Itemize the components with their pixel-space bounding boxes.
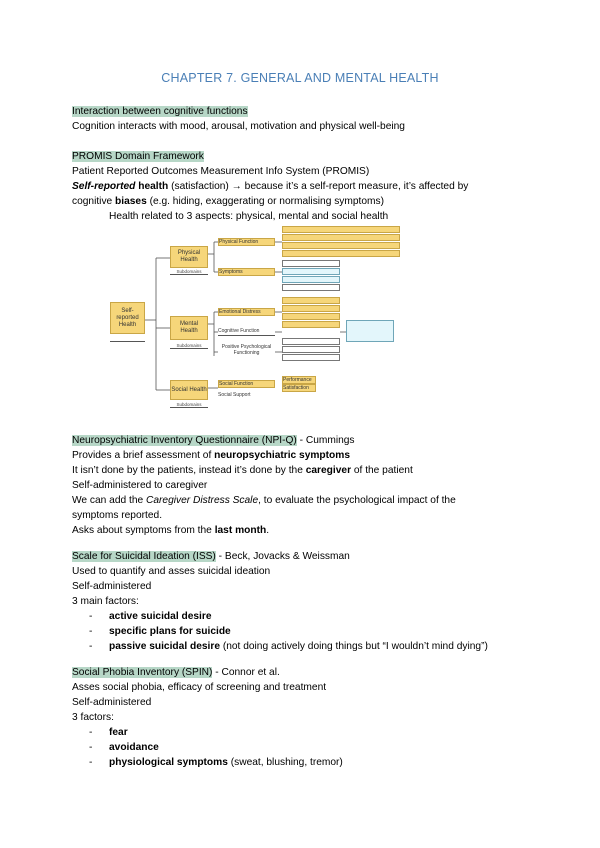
list-item: - specific plans for suicide xyxy=(72,624,542,639)
item-bar xyxy=(282,250,400,257)
author: - Connor et al. xyxy=(212,667,280,678)
item-bar xyxy=(282,313,340,320)
section-spin xyxy=(72,665,542,770)
item-group xyxy=(346,320,394,342)
paragraph: symptoms reported. xyxy=(72,510,163,521)
mental-health-node: Mental Health xyxy=(170,316,208,340)
physical-subdomains: Subdomains xyxy=(170,269,208,275)
paragraph: Patient Reported Outcomes Measurement Info System (PROMIS) xyxy=(72,166,370,177)
emotional-distress-box: Emotional Distress xyxy=(218,308,275,316)
section-npi-q xyxy=(72,433,542,538)
paragraph: Provides a brief assessment of neuropsychiatric symptoms xyxy=(72,450,350,461)
root-subdomains xyxy=(110,336,145,342)
paragraph: 3 main factors: xyxy=(72,596,139,607)
paragraph: Asses social phobia, efficacy of screening and treatment xyxy=(72,682,327,693)
item-bar xyxy=(282,346,340,353)
social-health-node: Social Health xyxy=(170,380,208,400)
section-cognitive-interaction xyxy=(72,104,542,134)
item-bar xyxy=(282,260,340,267)
item-bar xyxy=(282,226,400,233)
chapter-title: CHAPTER 7. GENERAL AND MENTAL HEALTH xyxy=(161,71,439,85)
performance-box: Performance xyxy=(282,376,316,384)
list-item: - fear xyxy=(72,725,542,740)
social-support-box: Social Support xyxy=(218,392,251,398)
paragraph: It isn’t done by the patients, instead it’s done by the caregiver of the patient xyxy=(72,465,413,476)
physical-health-node: Physical Health xyxy=(170,246,208,268)
factor-list xyxy=(72,609,542,654)
item-bar xyxy=(282,297,340,304)
paragraph: Used to quantify and asses suicidal ideation xyxy=(72,566,271,577)
item-bar xyxy=(282,284,340,291)
root-node: Self-reported Health xyxy=(110,302,145,334)
paragraph: cognitive biases (e.g. hiding, exaggerating or normalising symptoms) xyxy=(72,196,385,207)
paragraph: Self-administered xyxy=(72,581,152,592)
physical-function-box: Physical Function xyxy=(218,238,275,246)
list-item: - passive suicidal desire (not doing actively doing things but “I wouldn’t mind dying”) xyxy=(72,639,542,654)
paragraph: Self-administered to caregiver xyxy=(72,480,208,491)
section-iss xyxy=(72,549,542,654)
paragraph: Asks about symptoms from the last month. xyxy=(72,525,270,536)
cognitive-function-box: Cognitive Function xyxy=(218,328,275,336)
section-heading: PROMIS Domain Framework xyxy=(72,151,204,162)
author: - Cummings xyxy=(296,435,355,446)
list-item: - active suicidal desire xyxy=(72,609,542,624)
section-heading: Scale for Suicidal Ideation (ISS) xyxy=(72,551,216,562)
item-bar xyxy=(282,354,340,361)
section-heading: Social Phobia Inventory (SPIN) xyxy=(72,667,213,678)
list-item: - physiological symptoms (sweat, blushing, tremor) xyxy=(72,755,542,770)
item-bar xyxy=(282,338,340,345)
paragraph: 3 factors: xyxy=(72,712,114,723)
author: - Beck, Jovacks & Weissman xyxy=(215,551,350,562)
satisfaction-box: Satisfaction xyxy=(282,384,316,392)
section-promis xyxy=(72,149,542,224)
paragraph: Self-administered xyxy=(72,697,152,708)
factor-list xyxy=(72,725,542,770)
item-bar xyxy=(282,305,340,312)
item-bar xyxy=(282,242,400,249)
paragraph: Self-reported health (satisfaction) → because it’s a self-report measure, it’s affected by xyxy=(72,181,469,192)
section-heading: Interaction between cognitive functions xyxy=(72,106,248,117)
mental-subdomains: Subdomains xyxy=(170,343,208,349)
positive-functioning-box: Positive Psychological Functioning xyxy=(221,344,272,356)
social-function-box: Social Function xyxy=(218,380,275,388)
promis-diagram xyxy=(110,240,400,416)
section-heading: Neuropsychiatric Inventory Questionnaire (NPI-Q) xyxy=(72,435,297,446)
symptoms-box: Symptoms xyxy=(218,268,275,276)
list-item: - avoidance xyxy=(72,740,542,755)
item-bar xyxy=(282,321,340,328)
paragraph: We can add the Caregiver Distress Scale, to evaluate the psychological impact of the xyxy=(72,495,456,506)
paragraph: Health related to 3 aspects: physical, mental and social health xyxy=(109,211,389,222)
item-bar xyxy=(282,276,340,283)
item-bar xyxy=(282,234,400,241)
paragraph: Cognition interacts with mood, arousal, motivation and physical well-being xyxy=(72,121,405,132)
social-subdomains: Subdomains xyxy=(170,402,208,408)
item-bar xyxy=(282,268,340,275)
